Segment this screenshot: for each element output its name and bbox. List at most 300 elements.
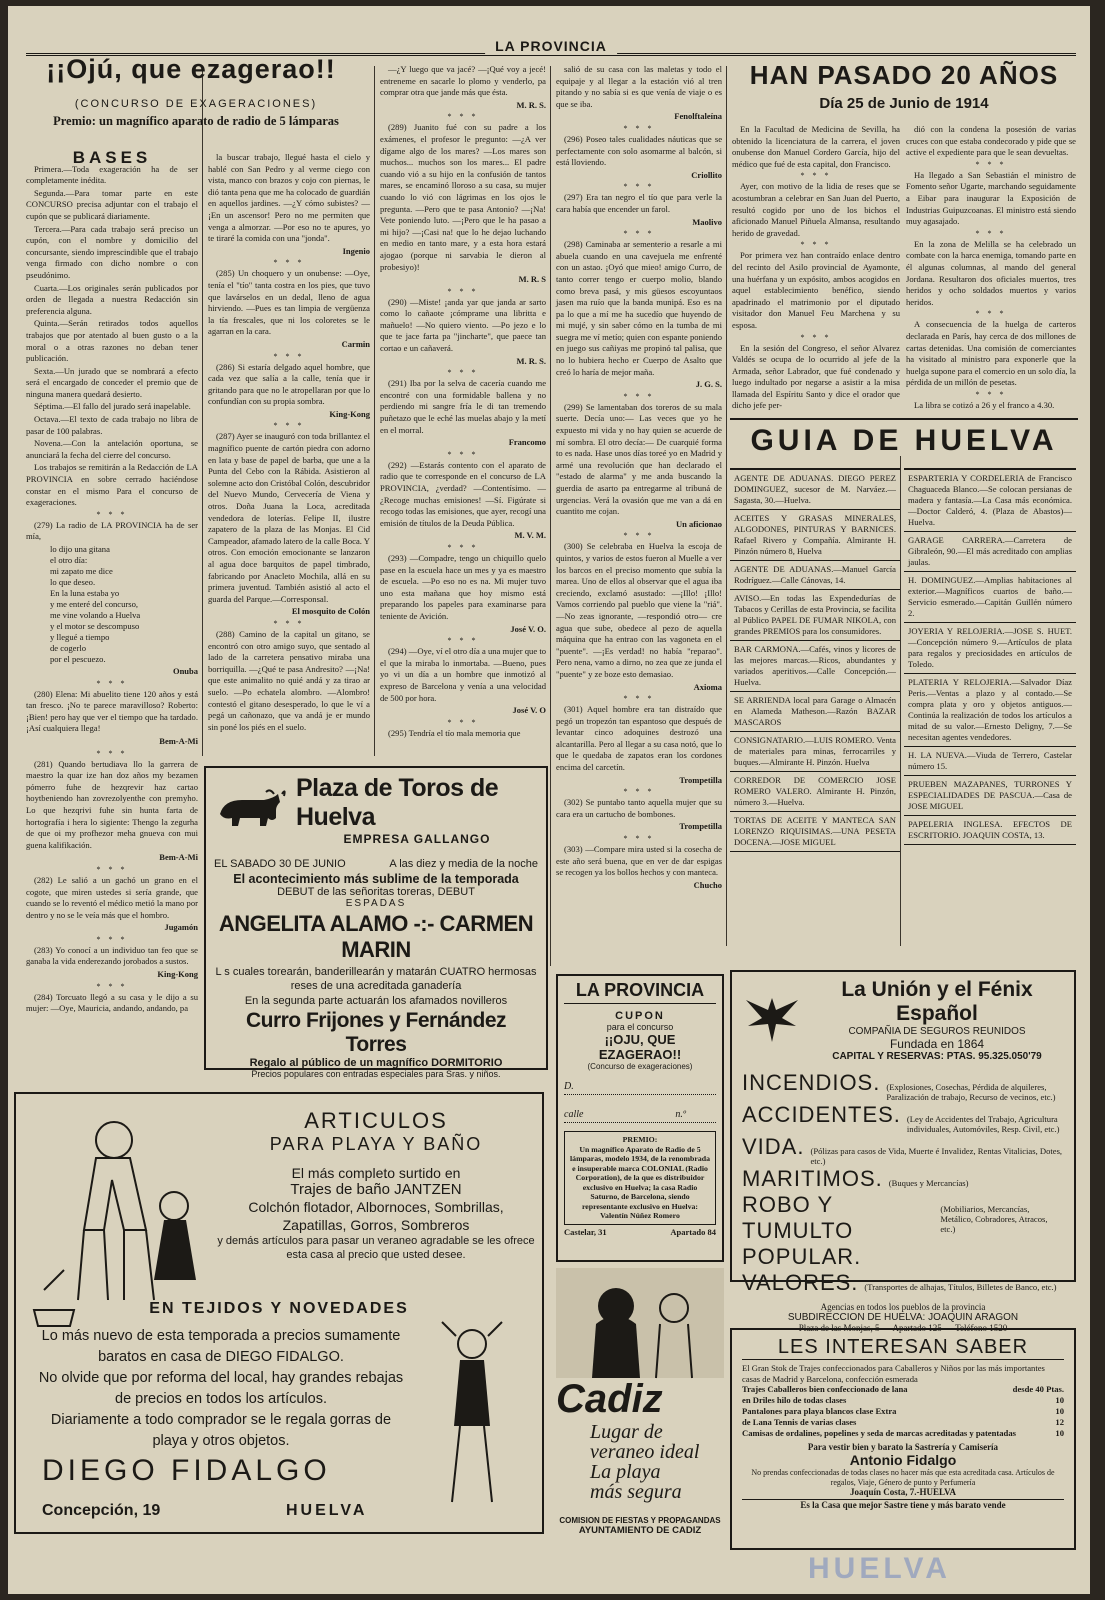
cadiz-footer2: AYUNTAMIENTO DE CADIZ bbox=[578, 1525, 702, 1536]
entry-text: salió de su casa con las maletas y todo el equipaje y al llegar a la estación vió al tren pitando y no sabía si es que venía de viaje o es que se iba. bbox=[556, 64, 722, 109]
bathers-illustration bbox=[556, 1268, 724, 1378]
entry-text: —Oye, ví el otro día a una mujer que to el que la miraba lo inmortaba. —Bueno, pues yo vi un día a un hombre que inmotizó al expreso de Barcelona y venía a una velocidad de 500 por hora. bbox=[380, 646, 547, 703]
base-rule: Segunda.—Para tomar parte en este CONCURSO precisa adjuntar con el trabajo el cupón que se publicará diariamente. bbox=[26, 187, 198, 221]
entry-text: Un choquero y un onubense: —Oye, tenía el "tío" tanta costra en los pies, que tuvo que lavárselos en un dedal, lleno de agua hirviendo. —Pues es tan limpia de vergüenza la tía frescales, que ni los coloretes se le agarran en la cara. bbox=[208, 268, 370, 337]
news-paragraph: dió con la condena la posesión de varias cruces con que estaba condecorado y pide que se active el expediente para que le sean devueltas. bbox=[906, 124, 1076, 158]
column-rule bbox=[374, 66, 375, 756]
guia-title: GUIA DE HUELVA bbox=[750, 424, 1058, 457]
price-value: 10 bbox=[1055, 1428, 1064, 1438]
entry-number: (279) bbox=[34, 519, 56, 530]
entry-number: (284) bbox=[34, 991, 57, 1002]
contest-title: ¡¡Ojú, que ezagerao!! bbox=[46, 54, 336, 84]
articulos-p2: No olvide que por reforma del local, hay grandes rebajas de precios en todos los artículos. bbox=[38, 1370, 404, 1407]
entry-text: Tendría el tío mala memoria que bbox=[408, 727, 521, 738]
exaggeration-entry bbox=[26, 689, 198, 735]
bases-list bbox=[26, 164, 198, 509]
insurance-type: VALORES. bbox=[742, 1270, 859, 1295]
entry-signature: M. V. M. bbox=[514, 530, 546, 541]
entry-text: —Estarás contento con el aparato de radio que te corresponde en el concurso de LA PROVINCIA, ¿verdad? —Contentísimo. —¿Recoge muchas emisiones! —Sí. Figúrate si recogo todas las emisiones, que ayer, recogí una emisión de títulos de la Deuda Pública. bbox=[380, 459, 546, 528]
guia-listing: ESPARTERIA Y CORDELERIA de Francisco Chaguaceda Blanco.—Se colocan persianas de madera y fantasía.—La Casa más económica.—Doctor Calderó, 4. (Plaza de Abastos)—Huelva. bbox=[904, 470, 1076, 532]
articulos-line4: y demás artículos para pasar un veraneo agradable se les ofrece esta casa al precio que usted desee. bbox=[217, 1235, 535, 1261]
guia-listing: PRUEBEN MAZAPANES, TURRONES Y ESPECIALIDADES DE PASCUA.—Casa de JOSE MIGUEL bbox=[904, 776, 1076, 816]
base-rule: Tercera.—Para cada trabajo será preciso un cupón, con el nombre y domicilio del concursante, siendo imprescindible que el trabajo venga firmado con dicho nombre o con pseudónimo. bbox=[26, 223, 198, 280]
poem-line: En la luna estaba yo bbox=[50, 588, 120, 598]
entry-signature: Ingenio bbox=[342, 245, 370, 256]
insurance-line bbox=[742, 1134, 1064, 1166]
entry-signature: M. R. S bbox=[518, 274, 546, 285]
coupon-name-field[interactable]: D. bbox=[564, 1081, 716, 1095]
entry-number: (295) bbox=[388, 727, 409, 738]
contest-coupon bbox=[556, 974, 724, 1262]
separator: * * * bbox=[623, 229, 655, 239]
entry-number: (302) bbox=[564, 797, 586, 808]
entry-text: Caminaba ar sementerio a resarle a mi abuela cuando en una cavejuela me enfrenté con un astao. ¡Oyó que mieo! amigo Curro, de tanto correr tengo er cuerpo molio, blando como breva pasá, y mis güesos escoyuntaos jasen ma ruío que la banda munipá. Eso es na pa lo que a mí me ha sucedío que huyendo de mi mujé, y sin saber cómo en la tumba de mi suegra me ví metío; quien con espante poniendo en juego sus cañiyas me propinó tal palisa, que no lo hubiera hecho er Cuerpo de Asalto que creó lo haría de mejor maña. bbox=[556, 239, 722, 377]
entry-signature: Criollito bbox=[691, 169, 722, 180]
bather-woman-illustration bbox=[412, 1316, 532, 1506]
base-rule: Quinta.—Serán retirados todos aquellos trabajos que por atentado al buen gusto o a la moral o a otras razones no deban tener publicación. bbox=[26, 318, 198, 364]
separator: * * * bbox=[447, 636, 479, 646]
exaggeration-entry bbox=[380, 122, 546, 273]
news-paragraph: Ha llegado a San Sebastián el ministro de Fomento señor Ugarte, marchando seguidamente a Eibar para inaugurar la Exposición de Industrias Guipuzcoanas. El ministro está siendo muy agasajado. bbox=[906, 169, 1076, 227]
poem-line: por el pescuezo. bbox=[50, 654, 106, 664]
entry-signature: Axioma bbox=[693, 681, 722, 692]
insurance-detail: (Mobiliarios, Mercancías, Metálico, Cobradores, Atracos, etc.) bbox=[940, 1204, 1048, 1234]
guia-listing: AGENTE DE ADUANAS.—Manuel García Rodríguez.—Calle Cánovas, 14. bbox=[730, 561, 900, 590]
exaggeration-entry bbox=[380, 297, 546, 355]
news-paragraph: En la sesión del Congreso, el señor Alvarez Valdés se ocupa de lo ocurrido al jefe de la Armada, señor Labrador, que fué condenado y luego indultado por negarse a asistir a la misa llamada del Espíritu Santo y dice el orador que dicho jefe per- bbox=[732, 342, 900, 411]
coupon-street-field[interactable]: calle n.º bbox=[564, 1109, 716, 1123]
union-capital: CAPITAL Y RESERVAS: PTAS. 95.325.050'79 bbox=[832, 1051, 1042, 1062]
entry-signature: José V. O bbox=[512, 705, 546, 716]
bull-icon bbox=[214, 788, 288, 832]
price-value: 10 bbox=[1055, 1406, 1064, 1416]
entry-signature: Onuba bbox=[172, 666, 198, 676]
plaza-detail: L s cuales torearán, banderillearán y matarán CUATRO hermosas reses de una acreditada ganadería bbox=[215, 966, 537, 992]
price-row bbox=[742, 1417, 1064, 1428]
poem-line: y me enteré del concurso, bbox=[50, 599, 139, 609]
guia-listing: GARAGE CARRERA.—Carretera de Gibraleón, 90.—El más acreditado con amplias jaulas. bbox=[904, 532, 1076, 572]
articulos-ad bbox=[14, 1092, 544, 1534]
base-rule: Primera.—Toda exageración ha de ser completamente inédita. bbox=[26, 163, 198, 186]
insurance-lines bbox=[742, 1070, 1064, 1296]
news-paragraph: Por primera vez han contraído enlace dentro del recinto del Asilo provincial de Ayamonte, una huérfana y un expósito, ambos acogidos en aquel establecimiento benéfico, siendo apadrinado el matrimonio por el diputado visitador don Manuel Feu Marchena y su esposa. bbox=[732, 250, 900, 330]
news-paragraph: En la zona de Melilla se ha celebrado un combate con la harca enemiga, tomando parte en él algunas columnas, al mando del general Jordana. Resultaron dos oficiales muertos, tres heridos y ocho soldados muertos y varios heridos. bbox=[906, 238, 1076, 307]
section-rule bbox=[730, 418, 1078, 420]
base-rule: Cuarta.—Los originales serán publicados por orden de llegada a nuestra Redacción sin preferencia alguna. bbox=[26, 282, 198, 316]
separator: * * * bbox=[273, 351, 305, 361]
articulos-subtitle: PARA PLAYA Y BAÑO bbox=[269, 1134, 483, 1154]
entry-number: (300) bbox=[564, 541, 587, 552]
guia-listing: JOYERIA Y RELOJERIA.—JOSE S. HUET.—Concepción número 9.—Artículos de plata para regalos y preciosidades en artículos de Toledo. bbox=[904, 623, 1076, 674]
interesan-addr: Joaquín Costa, 7.-HUELVA bbox=[849, 1487, 957, 1497]
separator: * * * bbox=[273, 421, 305, 431]
entry-signature: Trompetilla bbox=[679, 774, 722, 785]
interesan-visit: Para vestir bien y barato la Sastrería y Camisería bbox=[807, 1442, 999, 1452]
entry-signature: Francomo bbox=[508, 437, 546, 448]
separator: * * * bbox=[800, 332, 832, 342]
exaggeration-entry bbox=[208, 268, 370, 338]
poem-line: y llegué a tiempo bbox=[50, 632, 110, 642]
entry-text: Camino de la capital un gitano, se encontró con otro amigo suyo, que sentado al lado de la carretera pensativo miraba una borriquilla. —¿Qué te pasa Andresito? —¡Na! que este animalito no quié andá y za tirao ar suelo. —Po echatela alombro. —Alombro! contestó el gitano desesperado, lo que le ví a pegá un cañonazo, que va andá je er mundo sin poné los piés en el suelo. bbox=[208, 628, 370, 732]
contest-header bbox=[26, 98, 366, 129]
entry-text: Le salió a un gachó un grano en el cogote, que miren ustedes si sería grande, que cuando se lo reventó el médico metió la mano por dentro y no se le veía más que el hombro. bbox=[26, 874, 199, 920]
exaggeration-entry bbox=[26, 992, 198, 1015]
exaggeration-entry bbox=[380, 460, 546, 530]
entry-text: Elena: Mi abuelito tiene 120 años y está tan fresco. ¡No te parece maravilloso? Roberto: ¡Bien! pero hay que ver el tiempo que ha tardado. ¡Así cualquiera llega! bbox=[26, 688, 199, 734]
exaggeration-entry bbox=[380, 728, 546, 740]
price-value: 12 bbox=[1055, 1417, 1064, 1427]
entry-number: (288) bbox=[216, 628, 240, 639]
entry-text: —Compadre, tengo un chiquillo quelo pase en la escuela hace un mes y ya es maestro de escuela. —Po eso no es na. Mi mujer tuvo uno esta mañana que hoy mismo está preparando los papeles para examinarse para teniente de Avición. bbox=[380, 552, 546, 621]
plaza-toros-ad bbox=[204, 766, 548, 1079]
entry-text: —¿Y luego que va jacé? —¡Qué voy a jecé! entreneme en sacarle lo plomo y venderlo, pa comprar otra que jande más que ésta. bbox=[380, 64, 546, 98]
exaggeration-entry bbox=[208, 431, 370, 605]
entry-number: (292) bbox=[388, 459, 411, 470]
union-fenix-ad bbox=[730, 970, 1076, 1333]
poem-line: mi zapato me dice bbox=[50, 566, 113, 576]
entry-number: (291) bbox=[388, 378, 410, 389]
entry-text: —Miste! ¡anda yar que janda ar sarto como lo cañaote ¡cómprame una libritta e mañuelo! —No quiero viento. —Po jezo e lo que te jace farta pa "jincharte", que paece tan cortao e un cañaverá. bbox=[380, 296, 546, 354]
exaggerations-col1 bbox=[26, 520, 198, 1015]
exaggeration-entry bbox=[380, 378, 546, 436]
guia-right bbox=[904, 468, 1076, 946]
separator: * * * bbox=[447, 368, 479, 378]
poem-line: lo que deseo. bbox=[50, 577, 96, 587]
news-paragraph: La libra se cotizó a 26 y el franco a 4.30. bbox=[914, 399, 1055, 410]
separator: * * * bbox=[623, 391, 655, 401]
insurance-line bbox=[742, 1270, 1064, 1296]
separator: * * * bbox=[623, 694, 655, 704]
entry-number: (289) bbox=[388, 122, 414, 133]
articulos-tejidos: EN TEJIDOS Y NOVEDADES bbox=[149, 1300, 409, 1317]
insurance-type: MARITIMOS. bbox=[742, 1166, 883, 1191]
plaza-date: EL SABADO 30 DE JUNIO bbox=[214, 858, 346, 870]
plaza-empresa: EMPRESA GALLANGO bbox=[343, 832, 491, 846]
entry-number: (293) bbox=[388, 552, 410, 563]
union-agencies: Agencias en todos los pueblos de la provincia bbox=[820, 1302, 986, 1312]
bases-title: BASES bbox=[72, 148, 152, 167]
price-value: desde 40 Ptas. bbox=[1012, 1384, 1064, 1394]
entry-text: Poseo tales cualidades náuticas que se perfectamente con solo asomarme al balcón, si está lloviendo. bbox=[556, 133, 723, 168]
separator: * * * bbox=[623, 182, 655, 192]
exaggeration-entry bbox=[556, 239, 722, 378]
entry-text: Yo conocí a un individuo tan feo que se ganaba la vida enderezando jorobados a sustos. bbox=[26, 944, 198, 967]
exaggerations-col4 bbox=[556, 64, 722, 954]
separator: * * * bbox=[975, 228, 1007, 238]
separator: * * * bbox=[623, 531, 655, 541]
poem-line: de cogerlo bbox=[50, 643, 87, 653]
exaggeration-entry bbox=[556, 402, 722, 518]
base-rule: Séptima.—El fallo del jurado será inapelable. bbox=[34, 401, 191, 412]
guia-left bbox=[730, 468, 900, 946]
articulos-addr: Concepción, 19 bbox=[42, 1502, 161, 1519]
base-rule: Los trabajos se remitirán a la Redacción de LA PROVINCIA en sobre cerrado haciéndose constar en el mismo Para el concurso de exageraciones. bbox=[26, 462, 198, 508]
base-rule: Novena.—Con la antelación oportuna, se anunciará la fecha del cierre del concurso. bbox=[26, 438, 198, 460]
plaza-headline: El acontecimiento más sublime de la temporada bbox=[233, 872, 519, 886]
guia-listing: PAPELERIA INGLESA. EFECTOS DE ESCRITORIO. JOAQUIN COSTA, 13. bbox=[904, 816, 1076, 845]
plaza-gift: Regalo al público de un magnífico DORMITORIO bbox=[249, 1057, 503, 1069]
separator: * * * bbox=[273, 618, 305, 628]
entry-text: La radio de LA PROVINCIA ha de ser mía, bbox=[26, 519, 198, 542]
insurance-line bbox=[742, 1070, 1064, 1102]
entry-signature: Carmin bbox=[341, 338, 370, 349]
price-row bbox=[742, 1384, 1064, 1395]
poem-line: me vine volando a Huelva bbox=[50, 610, 141, 620]
entry-signature: Maolivo bbox=[692, 216, 722, 227]
exaggeration-entry bbox=[380, 64, 546, 99]
base-rule: Sexta.—Un jurado que se nombrará a efecto será el encargado de conceder el premio que de ninguna manera quedará desierto. bbox=[26, 365, 198, 399]
exaggeration-entry bbox=[380, 553, 546, 623]
separator: * * * bbox=[975, 309, 1007, 319]
separator: * * * bbox=[96, 934, 128, 944]
insurance-type: ROBO Y TUMULTO POPULAR. bbox=[742, 1192, 862, 1269]
plaza-novilleros: Curro Frijones y Fernández Torres bbox=[245, 1009, 507, 1056]
entry-text: Se puntabo tanto aquella mujer que su cara era un cartucho de bombones. bbox=[556, 797, 723, 819]
articulos-p3: Diariamente a todo comprador se le regala gorras de playa y otros objetos. bbox=[50, 1412, 392, 1449]
separator: * * * bbox=[975, 389, 1007, 399]
entry-number: (299) bbox=[564, 401, 586, 412]
poem-line: el otro día: bbox=[50, 555, 88, 565]
contest-prize: Premio: un magnífico aparato de radio de 5 lámparas bbox=[53, 114, 339, 128]
newspaper-page bbox=[8, 6, 1090, 1594]
exaggeration-entry bbox=[380, 646, 546, 704]
exaggeration-entry bbox=[26, 945, 198, 968]
cadiz-tagline: Lugar de veraneo ideal La playa más segura bbox=[590, 1421, 700, 1503]
entry-signature: Jugamón bbox=[164, 922, 198, 933]
separator: * * * bbox=[96, 748, 128, 758]
price-item: de Lana Tennis de varias clases bbox=[742, 1417, 857, 1427]
entry-text: —Compare mira usted si la cosecha de este año será buena, que en ver de dar espigas se recogen ya los bollos hechos y con manteca. bbox=[556, 844, 722, 878]
separator: * * * bbox=[447, 717, 479, 727]
insurance-detail: (Transportes de alhajas, Títulos, Billetes de Banco, etc.) bbox=[864, 1282, 1057, 1292]
guia-listing: CORREDOR DE COMERCIO JOSE ROMERO VALERO. Almirante H. Pinzón, número 3.—Huelva. bbox=[730, 772, 900, 812]
separator: * * * bbox=[623, 123, 655, 133]
entry-signature: King-Kong bbox=[157, 969, 198, 980]
separator: * * * bbox=[96, 678, 128, 688]
entry-number: (303) bbox=[564, 844, 586, 855]
separator: * * * bbox=[800, 240, 832, 250]
base-rule: Octava.—El texto de cada trabajo no libra de pasar de 100 palabras. bbox=[26, 414, 198, 436]
price-item: en Driles hilo de todas clases bbox=[742, 1395, 847, 1405]
guia-listing: CONSIGNATARIO.—LUIS ROMERO. Venta de materiales para minas, ferrocarriles y buques.—Almirante H. Pinzón. Huelva bbox=[730, 732, 900, 772]
coupon-addr: Castelar, 31 bbox=[564, 1226, 607, 1237]
exaggeration-entry bbox=[556, 134, 722, 169]
guia-listing: BAR CARMONA.—Cafés, vinos y licores de las mejores marcas.—Ricos, abundantes y variados aperitivos.—Calle Concepción.—Huelva. bbox=[730, 641, 900, 692]
entry-signature: King-Kong bbox=[329, 408, 370, 419]
column-rule bbox=[202, 66, 203, 756]
entry-number: (298) bbox=[564, 239, 586, 250]
entry-text: Si estaría delgado aquel hombre, que cada vez que salía a la calle, tenía que ir gritando para que no le atropellaran por que lo confundían con su propia sombra. bbox=[208, 361, 370, 407]
separator: * * * bbox=[96, 509, 128, 519]
entry-text: Era tan negro el tío que para verle la cara había que encender un farol. bbox=[556, 192, 722, 214]
poem-line: y el motor se descompuso bbox=[50, 621, 140, 631]
guia-listing: SE ARRIENDA local para Garage o Almacén en Alameda Matheson.—Razón BAZAR MASCAROS bbox=[730, 692, 900, 732]
entry-text: Aquel hombre era tan distraído que pegó un tropezón tan espantoso que después de levantar cinco adoquines destrozó una alcantarilla. Pero al llegar a su casa notó, que lo que le quedaba de zapatos eran los cordones encima del carcetín. bbox=[556, 704, 722, 773]
insurance-line bbox=[742, 1102, 1064, 1134]
price-row bbox=[742, 1395, 1064, 1406]
entry-signature: M. R. S. bbox=[516, 355, 546, 366]
articulos-title: ARTICULOS bbox=[304, 1108, 448, 1133]
entry-signature: Chucho bbox=[693, 879, 722, 890]
plaza-names: ANGELITA ALAMO -:- CARMEN MARIN bbox=[218, 911, 534, 962]
union-title: La Unión y el Fénix Español bbox=[841, 978, 1033, 1025]
price-item: Trajes Caballeros bien confeccionado de lana bbox=[742, 1384, 908, 1394]
separator: * * * bbox=[975, 159, 1007, 169]
separator: * * * bbox=[96, 981, 128, 991]
entry-number: (294) bbox=[388, 646, 409, 657]
contest-subtitle: (CONCURSO DE EXAGERACIONES) bbox=[74, 98, 318, 110]
insurance-detail: (Pólizas para casos de Vida, Muerte é Invalidez, Rentas Vitalicias, Dotes, etc.) bbox=[810, 1146, 1063, 1166]
guia-listing: H. LA NUEVA.—Viuda de Terrero, Castelar número 15. bbox=[904, 747, 1076, 776]
coupon-for: para el concurso bbox=[606, 1022, 674, 1032]
coupon-paper: LA PROVINCIA bbox=[564, 980, 716, 1004]
interesan-ad bbox=[730, 1328, 1076, 1550]
veinte-anos-title: HAN PASADO 20 AÑOS bbox=[749, 60, 1059, 90]
exaggeration-entry bbox=[26, 520, 198, 543]
articulos-line1: El más completo surtido en bbox=[291, 1165, 461, 1181]
interesan-title: LES INTERESAN SABER bbox=[742, 1336, 1064, 1360]
interesan-footer: Es la Casa que mejor Sastre tiene y más barato vende bbox=[742, 1499, 1064, 1510]
poem-line: lo dijo una gitana bbox=[50, 544, 110, 554]
veinte-anos-col-a bbox=[732, 124, 900, 410]
exaggerations-col2 bbox=[208, 152, 370, 757]
union-sub: SUBDIRECCION DE HUELVA: JOAQUIN ARAGON bbox=[787, 1312, 1019, 1323]
entry-number: (280) bbox=[34, 688, 56, 699]
price-item: Pantalones para playa blancos clase Extra bbox=[742, 1406, 897, 1416]
union-company: COMPAÑIA DE SEGUROS REUNIDOS bbox=[848, 1026, 1026, 1037]
news-paragraph: En la Facultad de Medicina de Sevilla, ha obtenido la licenciatura de la carrera, el joven onubense don Manuel Cordero García, hijo del médico que fué de esta capital, don Francisco. bbox=[732, 124, 900, 169]
entry-text: Ayer se inauguró con toda brillantez el magnífico puente de cartón piedra con adorno en lata y base de papel de barba, que une a la Punta del Cebo con la Rábida. Asistieron al solemne acto don Cristóbal Colón, descubridor del Nuevo Mundo, Cervecería de Viena y otros. Doña Juana la Loca, acreditada vendedora de loterías. Felipe II, ilustre zapatero de la plaza de las Monjas. El Cid Campeador, afamado latero de la calle Boca. Y otros. Con emoción emocionante se lanzaron al agua doce barquitos de papel timbrado, fabricando por Anacleto Mochila, allá en su primera juventud. También asistió al acto el guarda del Parque.—Corresponsal. bbox=[208, 431, 371, 604]
insurance-type: VIDA. bbox=[742, 1134, 805, 1159]
entry-text: Juanito fué con su padre a los exámenes, el profesor le pregunto: —¿A ver dígame algo de los mares? —Los mares son muchos... muchos son los mares... El padre cuando vió a su hijo en la confusión de tantos mares, se encaminó lloroso a su casa, su mujer cuando lo vió con lágrimas en los ojos le pregunta. —Pero que te pasa Antonio? —¡Na! Vete poniendo luto. —¡Pero que le ha pasao a mi hijo? —¡Casi na! que lo he dejao luchando en medio en tanto mare, y a esta hora estará ajogao (porque ni sarvabia le dieron al probesiyo)! bbox=[380, 122, 546, 272]
plaza-debut: DEBUT de las señoritas toreras, DEBUT bbox=[277, 886, 475, 898]
entry-number: (285) bbox=[216, 268, 238, 279]
articulos-line3: Colchón flotador, Albornoces, Sombrillas, Zapatillas, Gorros, Sombreros bbox=[248, 1199, 504, 1233]
interesan-extra: No prendas confeccionadas de todas clases no hacer más que esta acreditada casa. Artículos de regalos, Viaje, Género de punto y Perfumería bbox=[751, 1468, 1055, 1487]
entry-text: Se lamentaban dos toreros de su mala suerte. Decía uno:— Las veces que yo he expuesto mi vida y no hay quien se acuerde de mí sombra. El otro decía:— De cuarquié forma to es nada. Hase unos días toreé yo en Madrid y armé una revolución que han declarado el "estado de alarma" y me anda buscando la guerdia de asarto pa entregarme al tribuná de urgencias. Verá la ovasión que me van a dá en cuantito me cojan. bbox=[556, 401, 722, 517]
exaggeration-entry bbox=[556, 192, 722, 215]
cadiz-ad bbox=[556, 1268, 724, 1556]
veinte-anos-col-b bbox=[906, 124, 1076, 410]
entry-signature: Bem-A-Mi bbox=[159, 852, 198, 863]
insurance-type: INCENDIOS. bbox=[742, 1070, 881, 1095]
entry-poem bbox=[26, 544, 198, 665]
insurance-detail: (Buques y Mercancías) bbox=[888, 1178, 969, 1188]
plaza-prices: Precios populares con entradas especiales para Sras. y niños. bbox=[251, 1069, 501, 1079]
coupon-apartado: Apartado 84 bbox=[670, 1226, 716, 1237]
price-row bbox=[742, 1428, 1064, 1439]
entry-signature: Bem-A-Mi bbox=[159, 735, 198, 746]
interesan-intro: El Gran Stok de Trajes confeccionados para Caballeros y Niños por las más importantes casas de Madrid y Barcelona, confección esmerada bbox=[742, 1363, 1045, 1384]
guia-listing: TORTAS DE ACEITE Y MANTECA SAN LORENZO RIQUISIMAS.—UNA PESETA DOCENA.—JOSE MIGUEL bbox=[730, 812, 900, 852]
entry-number: (282) bbox=[34, 874, 58, 885]
interesan-owner: Antonio Fidalgo bbox=[849, 1452, 957, 1468]
separator: * * * bbox=[447, 449, 479, 459]
separator: * * * bbox=[273, 258, 305, 268]
union-founded: Fundada en 1864 bbox=[889, 1037, 985, 1051]
coupon-sub: (Concurso de exageraciones) bbox=[587, 1062, 693, 1071]
separator: * * * bbox=[800, 171, 832, 181]
entry-text: Iba por la selva de cacería cuando me encontré con una formidable ballena y no perdiendo mi sangre fría le di tan tremendo puñetazo que le eché las muelas abajo y la metí en el morral. bbox=[380, 378, 547, 435]
exaggeration-entry bbox=[26, 759, 198, 852]
entry-number: (281) bbox=[34, 758, 59, 769]
veinte-anos-header bbox=[732, 60, 1076, 112]
entry-text: la buscar trabajo, llegué hasta el cielo y hablé con San Pedro y al verme ciego con vista, manco con brazos y cojo con piernas, le dió tanta pena que me ha colocado de guardián en aquellos jardines. —¿Y cómo subistes? —¡En un ascensor! Pero no me permiten que venga a almorzar. —Por eso no te apures, yo te tiraré la comida con una "jonda". bbox=[208, 152, 370, 244]
price-item: Camisas de ordalines, popelines y seda de marcas acreditadas y patentadas bbox=[742, 1428, 1016, 1438]
news-paragraph: Ayer, con motivo de la lidia de reses que se acostumbran a celebrar en San Juan del Puerto, resultó cogido por uno de los bichos el aficionado Manuel Piñuela Almansa, resultando herido de gravedad. bbox=[732, 181, 900, 238]
guia-listing: PLATERIA Y RELOJERIA.—Salvador Díaz Peris.—Ventas a plazo y al contado.—Se compra plata y oro y objetos antiguos.—Continúa la realización de todos los artículos a mitad de su valor.—Ernesto Deligny, 7.—Se necesitan agentes vendedores. bbox=[904, 674, 1076, 747]
plaza-second: En la segunda parte actuarán los afamados novilleros bbox=[244, 995, 508, 1007]
exaggeration-entry bbox=[26, 875, 198, 921]
entry-number: (301) bbox=[564, 704, 587, 715]
guia-listing: H. DOMINGUEZ.—Amplias habitaciones al exterior.—Magníficos cuartos de baño.—Servicio esmerado.—Capitán Guillén número 2. bbox=[904, 572, 1076, 623]
articulos-city: HUELVA bbox=[286, 1502, 368, 1519]
plaza-espadas: ESPADAS bbox=[345, 898, 407, 909]
union-addr: Plaza de las Monjas, 5 — Apartado 125 — Teléfono 1520 bbox=[798, 1323, 1008, 1333]
entry-signature: J. G. S. bbox=[695, 379, 722, 390]
price-list bbox=[742, 1384, 1064, 1439]
coupon-title: ¡¡OJU, QUE EZAGERAO!! bbox=[598, 1032, 682, 1062]
entry-signature: Fenolftaleína bbox=[674, 111, 722, 122]
entry-signature: Trompetilla bbox=[679, 821, 722, 832]
entry-signature: José V. O. bbox=[510, 623, 546, 634]
phoenix-icon bbox=[742, 992, 802, 1048]
insurance-detail: (Explosiones, Cosechas, Pérdida de alquileres, Paralización de trabajo, Recurso de vecinos, etc.) bbox=[886, 1082, 1056, 1102]
coupon-premio: PREMIO: Un magnífico Aparato de Radio de 5 lámparas, modelo 1934, de la renombrada e insuperable marca COLONIAL (Radio Corporation), de la que es distribuidor exclusivo en Huelva; la casa Radio Saturno, de Barcelona, siendo representante exclusivo en Huelva: Valentín Núñez Romero bbox=[564, 1131, 716, 1225]
exaggeration-entry bbox=[208, 152, 370, 245]
separator: * * * bbox=[447, 542, 479, 552]
entry-number: (296) bbox=[564, 133, 586, 144]
separator: * * * bbox=[96, 864, 128, 874]
separator: * * * bbox=[447, 286, 479, 296]
column-rule bbox=[550, 66, 551, 966]
cadiz-footer1: COMISION DE FIESTAS Y PROPAGANDAS bbox=[559, 1516, 721, 1525]
separator: * * * bbox=[623, 787, 655, 797]
exaggeration-entry bbox=[556, 797, 722, 820]
entry-text: Se celebraba en Huelva la escoja de quintos, y varios de estos fueron al Muelle a ver los barcos en el preciso momento que subía la marea. Uno de ellos al observar que el agua iba creciendo, exclamó asustado: —¡Illo! ¡Illo! Vamos corriendo pal pueblo que viene la "riá". —No zeas ignorante, —respondió otro— cre agua que sube, obedece al pezo de aquella máquina que ha entrao con las vagoneta en el "puente". —¡Es verdad! no había "reparao". Pero nena, vamo a dirno, no zea que ze junda el "puente" y ze boze esto demasiao. bbox=[556, 541, 722, 679]
guia-listing: AGENTE DE ADUANAS. DIEGO PEREZ DOMINGUEZ, sucesor de M. Narváez.—Sagasta, 30.—Huelva. bbox=[730, 470, 900, 510]
exaggeration-entry bbox=[556, 64, 722, 110]
entry-number: (287) bbox=[216, 431, 237, 442]
insurance-detail: (Ley de Accidentes del Trabajo, Agricultura individuales, Automóviles, Resp. Civil, etc.) bbox=[906, 1114, 1060, 1134]
column-rule bbox=[900, 456, 901, 946]
price-row bbox=[742, 1406, 1064, 1417]
insurance-type: ACCIDENTES. bbox=[742, 1102, 901, 1127]
coupon-label: CUPON bbox=[615, 1010, 665, 1022]
guia-listing: ACEITES Y GRASAS MINERALES, ALGODONES, PINTURAS Y BARNICES. Rafael Rivero y Compañía. Almirante H. Pinzón número 8, Huelva bbox=[730, 510, 900, 561]
news-paragraph: A consecuencia de la huelga de carteros declarada en París, hay cerca de dos millones de cartas detenidas. Una comisión de comerciantes ha visitado al ministro para exponerle que la huelga supone para el comercio en un solo día, la pérdida de un millón de pesetas. bbox=[906, 319, 1076, 388]
articulos-p1: Lo más nuevo de esta temporada a precios sumamente baratos en casa de DIEGO FIDALGO. bbox=[41, 1328, 401, 1365]
exaggeration-entry bbox=[556, 541, 722, 680]
children-beach-illustration bbox=[24, 1110, 214, 1330]
insurance-line bbox=[742, 1192, 1064, 1270]
plaza-title: Plaza de Toros de Huelva bbox=[296, 774, 499, 831]
bases-column bbox=[26, 148, 199, 1094]
entry-number: (286) bbox=[216, 361, 238, 372]
exaggeration-entry bbox=[208, 362, 370, 408]
separator: * * * bbox=[623, 834, 655, 844]
entry-signature: Un aficionao bbox=[675, 518, 722, 529]
masthead-title: LA PROVINCIA bbox=[485, 38, 617, 54]
guia-listing: AVISO.—En todas las Expendedurías de Tabacos y Cerillas de esta Provincia, se facilita al Público PAPEL DE FUMAR NIKOLA, con grandes PREMIOS para los consumidores. bbox=[730, 590, 900, 641]
separator: * * * bbox=[447, 112, 479, 122]
veinte-anos-date: Día 25 de Junio de 1914 bbox=[819, 95, 989, 112]
entry-number: (290) bbox=[388, 296, 411, 307]
articulos-line2: Trajes de baño JANTZEN bbox=[290, 1181, 462, 1198]
price-value: 10 bbox=[1055, 1395, 1064, 1405]
articulos-brand: DIEGO FIDALGO bbox=[42, 1454, 331, 1487]
entry-text: Torcuato llegó a su casa y le dijo a su mujer: —Oye, Mauricia, andando, andando, pa bbox=[26, 991, 198, 1014]
